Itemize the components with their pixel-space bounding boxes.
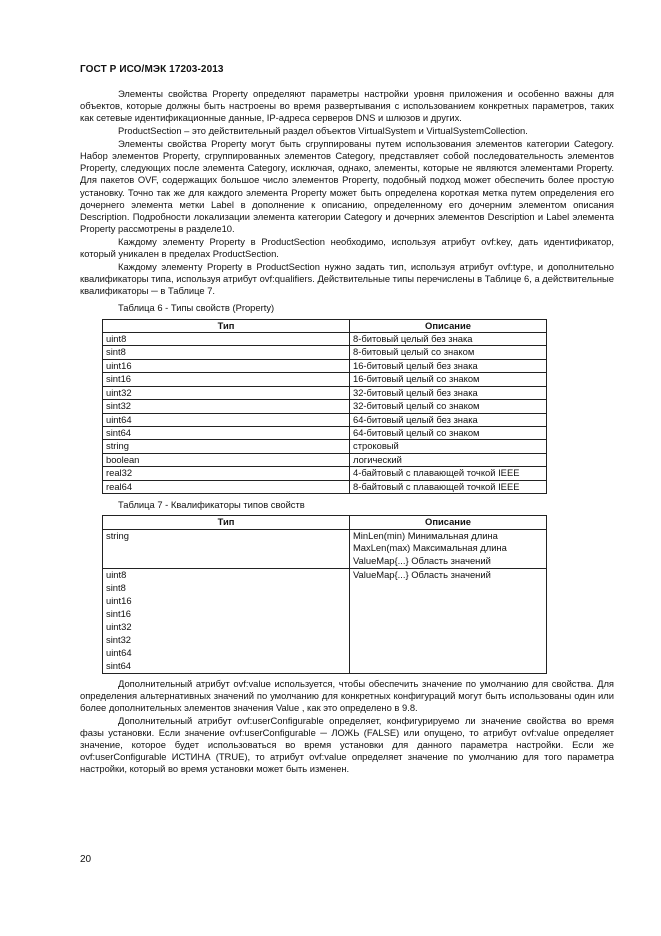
table6 [102, 319, 547, 494]
description-cell: 32-битовый целый без знака [350, 386, 547, 399]
type-line: uint8 [106, 569, 127, 581]
paragraph-group-bottom [80, 678, 614, 776]
type-cell: boolean [103, 453, 350, 466]
table-row [103, 359, 547, 372]
paragraph: Каждому элементу Property в ProductSection нужно задать тип, используя атрибут ovf:type, и дополнительно квалификаторы типа, используя атрибут ovf:qualifiers. Действительные типы перечислены в Таблице 6, а действительные квалификаторы ─ в Таблице 7. [80, 260, 614, 297]
table7-caption: Таблица 7 - Квалификаторы типов свойств [118, 498, 305, 510]
description-line: ValueMap{...} Область значений [353, 555, 491, 567]
type-cell: uint16 [103, 359, 350, 372]
type-cell: sint64 [103, 426, 350, 439]
description-cell [350, 569, 547, 673]
description-cell: 8-битовый целый без знака [350, 333, 547, 346]
description-cell [350, 529, 547, 569]
type-line: sint64 [106, 659, 132, 671]
type-cell: real64 [103, 480, 350, 493]
document-body [80, 88, 614, 776]
description-line: ValueMap{...} Область значений [353, 569, 491, 581]
table-row [103, 400, 547, 413]
description-cell: строковый [350, 440, 547, 453]
description-line: MaxLen(max) Максимальная длина [353, 542, 507, 554]
paragraph: Каждому элементу Property в ProductSection необходимо, используя атрибут ovf:key, дать идентификатор, который уникален в пределах ProductSection. [80, 235, 614, 260]
type-cell: uint32 [103, 386, 350, 399]
type-cell [103, 529, 350, 569]
type-line: uint64 [106, 646, 132, 658]
type-cell [103, 569, 350, 673]
table-header-cell: Описание [350, 516, 547, 529]
table-row [103, 386, 547, 399]
table-header-cell: Тип [103, 516, 350, 529]
paragraph: Элементы свойства Property могут быть сгруппированы путем использования элементов категории Category. Набор элементов Property, сгруппированных элементов Category, представляет собой последовательность элементов Property, следующих после элемента Category, исключая, однако, элементы, которые не являются элементами Property. Для пакетов OVF, содержащих большое число элементов Property, подобный подход может обеспечить более простую установку. Точно так же для каждого элемента Property может быть определена короткая метка путем определения его дочернего элемента метки Label в дополнение к описанию, определенному его дочерним элементом описания Description. Подробности локализации элемента категории Category и дочерних элементов Description и Label элемента Property рассмотрены в разделе10. [80, 137, 614, 235]
page-number: 20 [80, 854, 92, 865]
table6-body [103, 333, 547, 494]
paragraph: Элементы свойства Property определяют параметры настройки уровня приложения и особенно важны для объектов, которые должны быть настроены во время развертывания с использованием конкретных параметров, таких как сетевые идентификационные данные, IP-адреса серверов DNS и шлюзов и других. [80, 88, 614, 124]
description-cell: 64-битовый целый без знака [350, 413, 547, 426]
type-line: uint16 [106, 595, 132, 607]
type-cell: sint32 [103, 400, 350, 413]
table-row [103, 467, 547, 480]
table-row [103, 346, 547, 359]
type-cell: uint64 [103, 413, 350, 426]
table-header-row [103, 516, 547, 529]
description-cell: 16-битовый целый со знаком [350, 373, 547, 386]
description-line: MinLen(min) Минимальная длина [353, 529, 498, 541]
table-header-cell: Тип [103, 319, 350, 332]
table-header-row [103, 319, 547, 332]
description-cell: 4-байтовый с плавающей точкой IEEE [350, 467, 547, 480]
type-line: string [106, 529, 129, 541]
table-row [103, 426, 547, 439]
paragraph-group-top [80, 88, 614, 297]
paragraph: Дополнительный атрибут ovf:value используется, чтобы обеспечить значение по умолчанию для свойства. Для определения альтернативных значений по умолчанию для конкретных конфигураций могут быть использованы один или более дополнительных элементов значения Value , как это определено в 9.8. [80, 677, 614, 713]
type-line: sint16 [106, 607, 132, 619]
type-cell: sint8 [103, 346, 350, 359]
type-cell: string [103, 440, 350, 453]
description-cell: 16-битовый целый без знака [350, 359, 547, 372]
type-cell: uint8 [103, 333, 350, 346]
description-cell: 32-битовый целый со знаком [350, 400, 547, 413]
description-cell: 64-битовый целый со знаком [350, 426, 547, 439]
description-cell: логический [350, 453, 547, 466]
table7 [102, 515, 547, 673]
paragraph: Дополнительный атрибут ovf:userConfigurable определяет, конфигурируемо ли значение свойства во время фазы установки. Если значение ovf:userConfigurable ─ ЛОЖЬ (FALSE) или опущено, то атрибут ovf:value определяет значение, которое будет использоваться во время установки для данного параметра настройки. Если же ovf:userConfigurable ИСТИНА (TRUE), то атрибут ovf:value определяет значение по умолчанию для того параметра настройки, который во время установки может быть изменен. [80, 714, 614, 775]
table6-caption: Таблица 6 - Типы свойств (Property) [118, 302, 275, 314]
table7-body [103, 529, 547, 673]
type-cell: real32 [103, 467, 350, 480]
paragraph: ProductSection – это действительный раздел объектов VirtualSystem и VirtualSystemCollection. [118, 125, 528, 137]
type-cell: sint16 [103, 373, 350, 386]
type-line: sint8 [106, 582, 126, 594]
type-line: uint32 [106, 620, 132, 632]
table-row [103, 333, 547, 346]
description-cell: 8-битовый целый со знаком [350, 346, 547, 359]
table-row [103, 413, 547, 426]
table-row [103, 373, 547, 386]
table-row [103, 453, 547, 466]
document-header-title: ГОСТ Р ИСО/МЭК 17203-2013 [80, 64, 224, 75]
table-row [103, 529, 547, 569]
table-row [103, 569, 547, 673]
table-row [103, 480, 547, 493]
description-cell: 8-байтовый с плавающей точкой IEEE [350, 480, 547, 493]
type-line: sint32 [106, 633, 132, 645]
table-row [103, 440, 547, 453]
table-header-cell: Описание [350, 319, 547, 332]
